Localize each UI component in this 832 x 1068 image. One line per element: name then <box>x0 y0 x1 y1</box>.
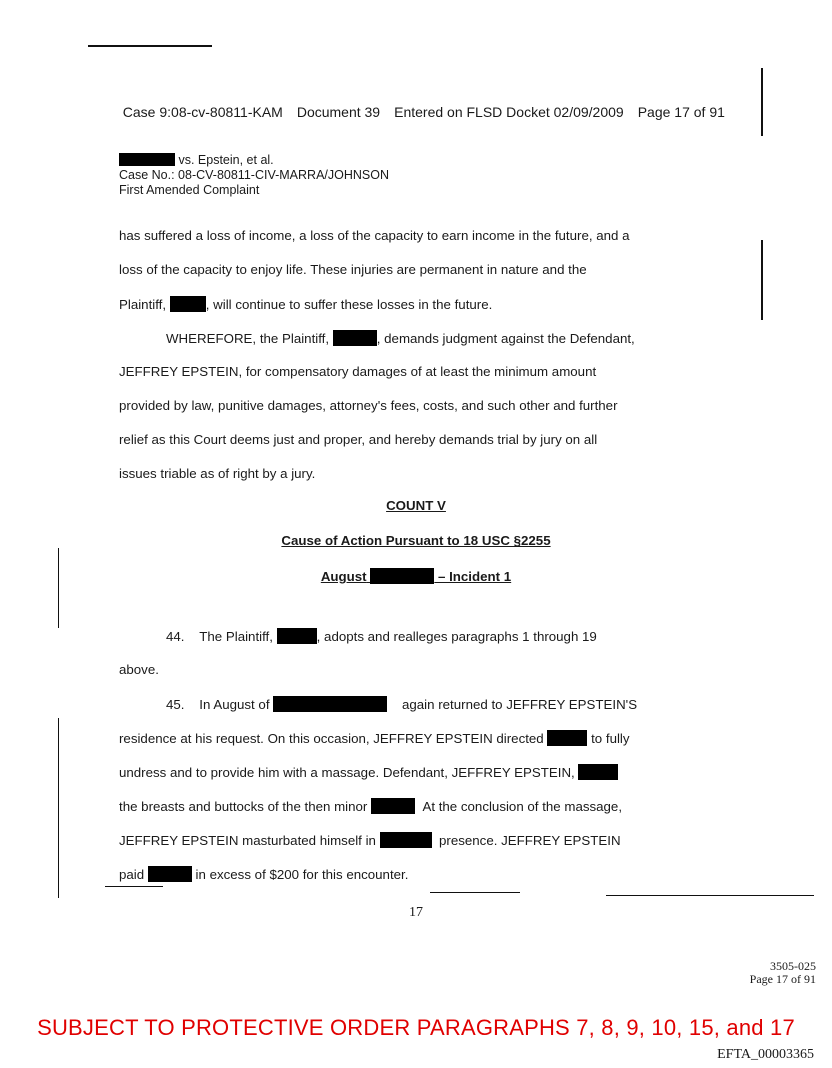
body-line-7: relief as this Court deems just and proper, and hereby demands trial by jury on all <box>119 432 598 447</box>
case-caption <box>119 153 389 198</box>
count-cause: Cause of Action Pursuant to 18 USC §2255 <box>281 533 551 548</box>
header-document: Document 39 <box>296 104 381 120</box>
body-line-3: Plaintiff, , will continue to suffer these losses in the future. <box>119 297 493 312</box>
scan-line-bottom-left <box>105 886 163 887</box>
redaction <box>371 798 415 814</box>
scan-line-bottom-center <box>430 892 520 893</box>
body-line-8: issues triable as of right by a jury. <box>119 466 316 481</box>
body-line-4: WHEREFORE, the Plaintiff, , demands judgment against the Defendant, <box>166 331 635 346</box>
redaction <box>578 764 618 780</box>
para45-line-2: residence at his request. On this occasion, JEFFREY EPSTEIN directed to fully <box>119 731 630 746</box>
scan-line-left-mid <box>58 548 59 628</box>
para45-line-5: JEFFREY EPSTEIN masturbated himself in presence. JEFFREY EPSTEIN <box>119 833 621 848</box>
redaction <box>333 330 377 346</box>
para45-line-3: undress and to provide him with a massage. Defendant, JEFFREY EPSTEIN, <box>119 764 618 780</box>
scan-line-right-top <box>761 68 763 136</box>
scan-line-right-mid <box>761 240 763 320</box>
page-number: 17 <box>409 905 423 920</box>
redaction <box>273 696 387 712</box>
redaction <box>148 866 192 882</box>
para45-line-1: 45. In August of again returned to JEFFREY EPSTEIN'S <box>166 697 638 712</box>
bates-stamp <box>750 960 816 986</box>
stamp-page: Page 17 of 91 <box>749 972 816 986</box>
header-page: Page 17 of 91 <box>637 104 725 120</box>
redaction <box>547 730 587 746</box>
redaction <box>370 568 434 584</box>
caption-parties: vs. Epstein, et al. <box>175 153 274 167</box>
scan-line-top <box>88 45 212 47</box>
scan-line-left-bottom <box>58 718 59 898</box>
redaction <box>119 153 175 166</box>
para44-line-1: 44. The Plaintiff, , adopts and realleges paragraphs 1 through 19 <box>166 629 597 644</box>
body-line-5: JEFFREY EPSTEIN, for compensatory damages of at least the minimum amount <box>119 364 597 379</box>
body-line-6: provided by law, punitive damages, attorney's fees, costs, and such other and further <box>119 398 618 413</box>
docket-header <box>115 88 725 120</box>
redaction <box>277 628 317 644</box>
header-case: Case 9:08-cv-80811-KAM <box>122 104 283 120</box>
redaction <box>170 296 206 312</box>
protective-order-notice: SUBJECT TO PROTECTIVE ORDER PARAGRAPHS 7, 8, 9, 10, 15, and 17 <box>37 1015 795 1040</box>
scan-line-bottom-right <box>606 895 814 896</box>
body-line-1: has suffered a loss of income, a loss of the capacity to earn income in the future, and a <box>119 228 630 243</box>
header-entered: Entered on FLSD Docket 02/09/2009 <box>394 104 624 120</box>
bates-number: EFTA_00003365 <box>717 1047 814 1062</box>
caption-document-title: First Amended Complaint <box>119 183 260 197</box>
caption-case-number: Case No.: 08-CV-80811-CIV-MARRA/JOHNSON <box>119 168 389 182</box>
para45-line-4: the breasts and buttocks of the then minor At the conclusion of the massage, <box>119 799 623 814</box>
body-line-2: loss of the capacity to enjoy life. These injuries are permanent in nature and the <box>119 262 587 277</box>
para44-line-2: above. <box>119 662 159 677</box>
stamp-code: 3505-025 <box>770 959 816 973</box>
redaction <box>380 832 432 848</box>
count-title: COUNT V <box>386 498 446 513</box>
count-incident: August – Incident 1 <box>320 569 512 584</box>
para45-line-6: paid in excess of $200 for this encounter. <box>119 867 409 882</box>
